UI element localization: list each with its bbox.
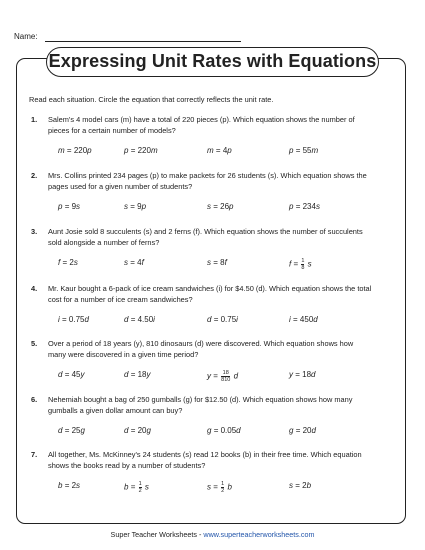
answer-choice-b[interactable]: d = 4.50i: [124, 315, 155, 324]
question-7: [29, 450, 379, 493]
answer-choice-a[interactable]: i = 0.75d: [58, 315, 89, 324]
question-number: 2.: [31, 171, 38, 180]
answer-choice-c[interactable]: g = 0.05d: [207, 426, 241, 435]
answer-choice-c[interactable]: m = 4p: [207, 146, 232, 155]
question-number: 1.: [31, 115, 38, 124]
answer-choice-c[interactable]: s = 8f: [207, 258, 227, 267]
question-text: Over a period of 18 years (y), 810 dinosaurs (d) were discovered. Which equation shows how many were discovered in a given time period?: [48, 339, 354, 359]
question-1: [29, 115, 379, 158]
question-number: 3.: [31, 227, 38, 236]
question-text: Aunt Josie sold 8 succulents (s) and 2 ferns (f). Which equation shows the number of succulents sold alongside a number of ferns?: [48, 227, 363, 247]
instructions: Read each situation. Circle the equation that correctly reflects the unit rate.: [29, 95, 274, 104]
page-title: Expressing Unit Rates with Equations: [46, 47, 379, 77]
answer-choice-b[interactable]: b = $\frac{1}{2}$ s: [124, 481, 149, 494]
fraction: $\frac{1}{8}$: [301, 258, 305, 271]
question-text: All together, Ms. McKinney's 24 students (s) read 12 books (b) in their free time. Which equation shows the books read by a number of students?: [48, 450, 362, 470]
answer-choice-c[interactable]: d = 0.75i: [207, 315, 238, 324]
answer-choices: [29, 258, 379, 270]
question-2: [29, 171, 379, 214]
question-number: 5.: [31, 339, 38, 348]
answer-choice-b[interactable]: s = 4f: [124, 258, 144, 267]
answer-choice-d[interactable]: i = 450d: [289, 315, 318, 324]
answer-choice-a[interactable]: m = 220p: [58, 146, 92, 155]
question-6: [29, 395, 379, 438]
fraction: $\frac{1}{2}$: [221, 481, 225, 494]
answer-choice-d[interactable]: y = 18d: [289, 370, 316, 379]
question-text: Salem's 4 model cars (m) have a total of 220 pieces (p). Which equation shows the number of pieces for a certain number of models?: [48, 115, 355, 135]
name-blank-line: [45, 41, 241, 42]
answer-choice-b[interactable]: s = 9p: [124, 202, 147, 211]
answer-choices: [29, 146, 379, 158]
question-text: Mrs. Collins printed 234 pages (p) to make packets for 26 students (s). Which equation shows the pages used for a given number of students?: [48, 171, 367, 191]
question-3: [29, 227, 379, 270]
answer-choice-b[interactable]: d = 18y: [124, 370, 151, 379]
question-text: Nehemiah bought a bag of 250 gumballs (g) for $12.50 (d). Which equation shows how many gumballs a given dollar amount can buy?: [48, 395, 353, 415]
answer-choice-d[interactable]: p = 55m: [289, 146, 319, 155]
footer-brand: Super Teacher Worksheets: [110, 530, 197, 539]
answer-choices: [29, 481, 379, 493]
answer-choices: [29, 426, 379, 438]
question-number: 4.: [31, 284, 38, 293]
answer-choices: [29, 202, 379, 214]
answer-choice-a[interactable]: d = 25g: [58, 426, 85, 435]
answer-choice-b[interactable]: p = 220m: [124, 146, 158, 155]
answer-choice-c[interactable]: s = $\frac{1}{2}$ b: [207, 481, 232, 494]
answer-choice-d[interactable]: f = $\frac{1}{8}$ s: [289, 258, 312, 271]
answer-choice-d[interactable]: p = 234s: [289, 202, 320, 211]
answer-choices: [29, 315, 379, 327]
question-number: 7.: [31, 450, 38, 459]
answer-choice-a[interactable]: f = 2s: [58, 258, 78, 267]
fraction: $\frac{18}{810}$: [221, 370, 231, 383]
question-number: 6.: [31, 395, 38, 404]
name-label: Name:: [14, 32, 38, 41]
answer-choice-c[interactable]: y = $\frac{18}{810}$ d: [207, 370, 239, 383]
answer-choice-d[interactable]: s = 2b: [289, 481, 312, 490]
answer-choice-d[interactable]: g = 20d: [289, 426, 316, 435]
answer-choices: [29, 370, 379, 382]
answer-choice-a[interactable]: d = 45y: [58, 370, 85, 379]
fraction: $\frac{1}{2}$: [138, 481, 142, 494]
footer: [0, 530, 425, 539]
question-text: Mr. Kaur bought a 6-pack of ice cream sandwiches (i) for $4.50 (d). Which equation shows the total cost for a number of ice cream sandwiches?: [48, 284, 372, 304]
footer-url[interactable]: www.superteacherworksheets.com: [203, 530, 315, 539]
answer-choice-a[interactable]: b = 2s: [58, 481, 81, 490]
question-4: [29, 284, 379, 327]
footer-separator: -: [196, 530, 204, 539]
answer-choice-c[interactable]: s = 26p: [207, 202, 234, 211]
answer-choice-b[interactable]: d = 20g: [124, 426, 151, 435]
question-5: [29, 339, 379, 382]
answer-choice-a[interactable]: p = 9s: [58, 202, 81, 211]
